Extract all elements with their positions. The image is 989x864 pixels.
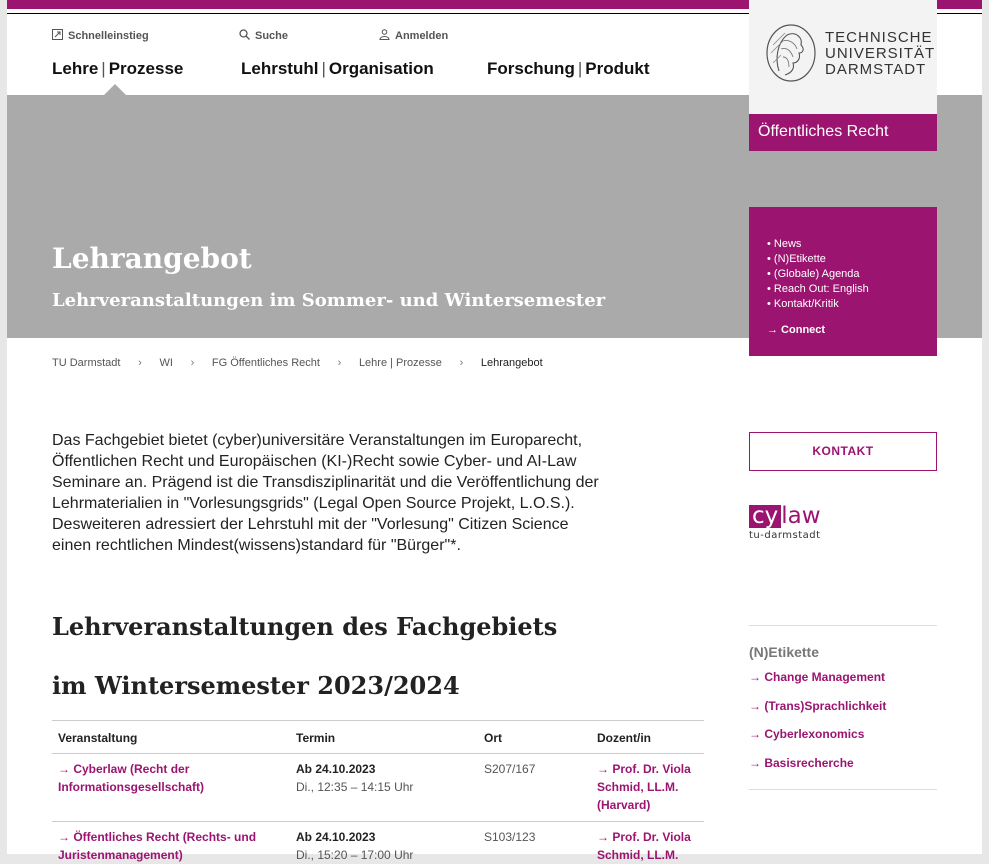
lecturer-name-line: Schmid, LL.M. (597, 848, 679, 862)
column-header-lecturer: Dozent/in (597, 731, 651, 745)
side-menu-item-kontakt[interactable]: • Kontakt/Kritik (767, 297, 869, 312)
cylaw-logo-subtitle: tu-darmstadt (749, 530, 821, 541)
breadcrumb (52, 357, 543, 369)
nav-separator: | (577, 59, 583, 78)
netikette-link-basisrecherche[interactable]: → Basisrecherche (749, 755, 854, 770)
search-icon (239, 29, 250, 43)
course-start-date: Ab 24.10.2023 (296, 762, 376, 776)
page-title: Lehrangebot (52, 242, 252, 275)
course-title-line: → Cyberlaw (Recht der (58, 762, 190, 776)
column-header-date: Termin (296, 731, 336, 745)
course-link[interactable] (58, 828, 256, 864)
side-menu-list (767, 237, 869, 312)
sidebar-divider (749, 625, 937, 626)
netikette-heading: (N)Etikette (749, 644, 820, 660)
university-name (825, 30, 935, 78)
lecturer-link[interactable] (597, 760, 691, 814)
section-heading: Lehrveranstaltungen des Fachgebiets (52, 612, 558, 641)
course-time: Di., 15:20 – 17:00 Uhr (296, 848, 414, 862)
course-room: S103/123 (484, 830, 536, 844)
breadcrumb-current: Lehrangebot (480, 357, 543, 369)
login-link[interactable] (379, 29, 448, 43)
side-menu-item-netikette[interactable]: • (N)Etikette (767, 252, 869, 267)
quick-access-label: Schnelleinstieg (68, 30, 149, 42)
university-logo[interactable] (749, 0, 937, 114)
side-menu-item-news[interactable]: • News (767, 237, 869, 252)
row-divider (52, 821, 704, 822)
intro-line: Öffentlichen Recht und Europäischen (KI-)Recht sowie Cyber- und AI-Law (52, 453, 577, 470)
nav-item-part: Produkt (585, 59, 650, 78)
university-name-line: TECHNISCHE (825, 29, 933, 46)
course-link[interactable] (58, 760, 204, 796)
netikette-link-change-management[interactable]: → Change Management (749, 670, 886, 684)
netikette-links (749, 670, 886, 784)
user-icon (379, 29, 390, 43)
netikette-link-sprachlichkeit[interactable]: → (Trans)Sprachlichkeit (749, 698, 887, 713)
nav-forschung-produkt[interactable] (487, 59, 650, 79)
cylaw-logo[interactable] (749, 505, 821, 541)
course-title-line: Informationsgesellschaft) (58, 780, 205, 794)
intro-line: Desweiteren adressiert der Lehrstuhl mit der "Vorlesung" Citizen Science (52, 516, 569, 533)
search-label: Suche (255, 30, 289, 42)
intro-line: Seminare an. Prägend ist die Transdisziplinarität und die Veröffentlichung der (52, 474, 599, 491)
quick-side-menu (749, 207, 937, 356)
cylaw-logo-law: law (781, 503, 821, 529)
column-header-place: Ort (484, 731, 502, 745)
search-link[interactable] (239, 29, 288, 43)
course-title-line: → Öffentliches Recht (Rechts- und (58, 830, 257, 844)
nav-item-part: Forschung (487, 59, 575, 78)
nav-separator: | (321, 59, 326, 78)
chevron-right-icon: › (190, 357, 195, 369)
lecturer-name-line: Schmid, LL.M. (597, 780, 679, 794)
course-room: S207/167 (484, 762, 536, 776)
nav-item-part: Organisation (328, 59, 434, 78)
university-name-line: UNIVERSITÄT (825, 45, 936, 62)
intro-line: Lehrmaterialien in "Vorlesungsgrids" (Legal Open Source Projekt, L.O.S.). (52, 495, 575, 512)
quick-access-link[interactable] (52, 29, 149, 43)
breadcrumb-item[interactable]: WI (159, 357, 173, 369)
intro-line: Das Fachgebiet bietet (cyber)universitäre Veranstaltungen im Europarecht, (52, 432, 583, 449)
lecturer-name-line: → Prof. Dr. Viola (597, 762, 691, 776)
lecturer-name-line: (Harvard) (597, 798, 651, 812)
course-table (52, 720, 704, 862)
netikette-link-cyberlexonomics[interactable]: → Cyberlexonomics (749, 727, 865, 741)
university-name-line: DARMSTADT (825, 61, 927, 78)
course-time: Di., 12:35 – 14:15 Uhr (296, 780, 414, 794)
nav-item-part: Lehre (52, 59, 99, 78)
intro-paragraph (52, 430, 652, 556)
active-nav-indicator (104, 84, 126, 95)
course-title-line: Juristenmanagement) (58, 848, 183, 862)
nav-item-part: Prozesse (108, 59, 184, 78)
breadcrumb-item[interactable]: FG Öffentliches Recht (211, 357, 320, 369)
breadcrumb-item[interactable]: Lehre | Prozesse (358, 357, 442, 369)
page (7, 0, 982, 862)
lecturer-name-line: → Prof. Dr. Viola (597, 830, 691, 844)
breadcrumb-item[interactable]: TU Darmstadt (52, 357, 121, 369)
cylaw-logo-cy: cy (749, 505, 781, 528)
lecturer-link[interactable] (597, 828, 691, 864)
course-start-date: Ab 24.10.2023 (296, 830, 376, 844)
chevron-right-icon: › (337, 357, 342, 369)
course-schedule (296, 828, 413, 864)
login-label: Anmelden (395, 30, 449, 42)
nav-separator: | (101, 59, 106, 78)
athena-seal-icon (765, 23, 817, 83)
chevron-right-icon: › (138, 357, 142, 369)
side-menu-item-reach-out[interactable]: • Reach Out: English (767, 282, 869, 297)
side-menu-item-agenda[interactable]: • (Globale) Agenda (767, 267, 869, 282)
page-subtitle: Lehrveranstaltungen im Sommer- und Wintersemester (52, 290, 606, 311)
nav-lehre-prozesse[interactable] (52, 59, 183, 79)
course-schedule (296, 760, 413, 796)
nav-lehrstuhl-organisation[interactable] (241, 59, 434, 79)
column-header-course: Veranstaltung (58, 731, 138, 745)
sidebar-divider (749, 789, 937, 790)
kontakt-button[interactable]: KONTAKT (749, 432, 937, 471)
header-divider (52, 753, 704, 754)
department-label[interactable] (749, 114, 937, 151)
nav-item-part: Lehrstuhl (241, 59, 319, 78)
semester-heading: im Wintersemester 2023/2024 (52, 671, 460, 700)
chevron-right-icon: › (459, 357, 464, 369)
connect-link[interactable]: → Connect (767, 324, 826, 336)
department-name: Öffentliches Recht (758, 123, 889, 140)
external-link-icon (52, 29, 63, 43)
intro-line: einen rechtlichen Mindest(wissens)standard für "Bürger"*. (52, 537, 461, 554)
